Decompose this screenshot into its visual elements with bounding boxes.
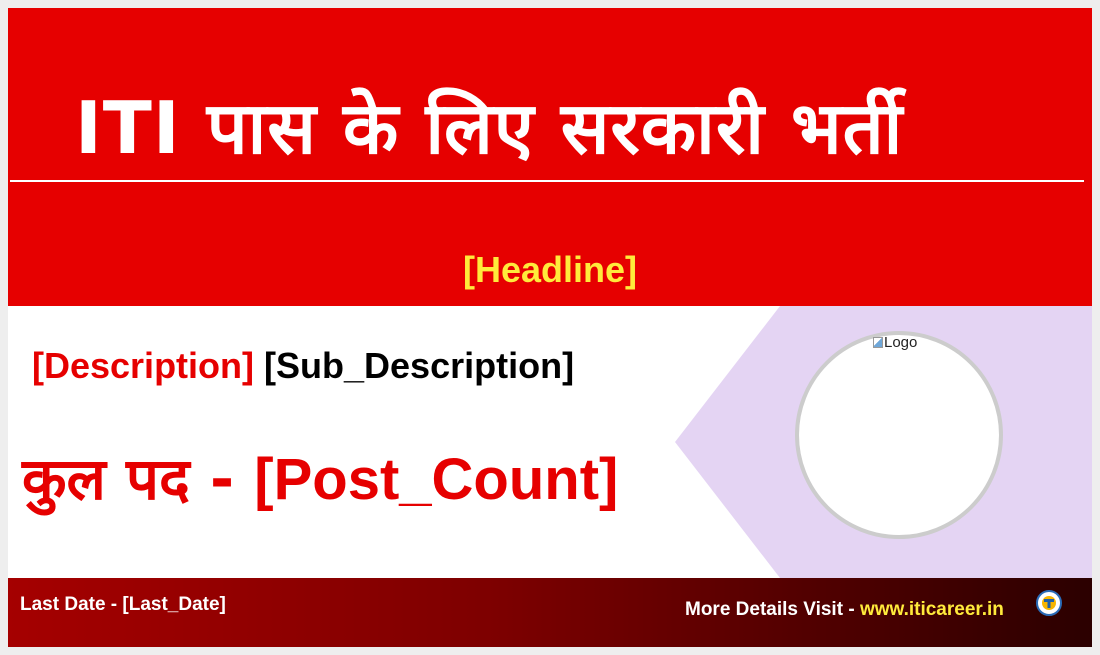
logo-image xyxy=(873,335,917,350)
site-logo-glyph xyxy=(1038,592,1060,614)
logo-circle xyxy=(795,331,1003,539)
main-title: ITI पास के लिए सरकारी भर्ती xyxy=(75,86,904,170)
post-count: [Post_Count] xyxy=(254,447,619,512)
more-details xyxy=(685,600,1004,619)
last-date: Last Date - [Last_Date] xyxy=(20,594,226,615)
website-link[interactable]: www.iticareer.in xyxy=(859,599,1004,620)
visit-label: More Details Visit - xyxy=(685,599,860,620)
description: [Description] xyxy=(32,345,255,386)
headline: [Headline] xyxy=(462,249,638,290)
logo-alt-text: Logo xyxy=(884,334,918,351)
posts-label: कुल पद - xyxy=(22,445,255,513)
site-logo-icon xyxy=(1036,590,1062,616)
title-divider xyxy=(10,180,1084,182)
post-count-line xyxy=(22,445,619,513)
sub-description: [Sub_Description] xyxy=(264,345,575,386)
description-line xyxy=(32,345,672,386)
broken-image-icon xyxy=(873,337,883,348)
